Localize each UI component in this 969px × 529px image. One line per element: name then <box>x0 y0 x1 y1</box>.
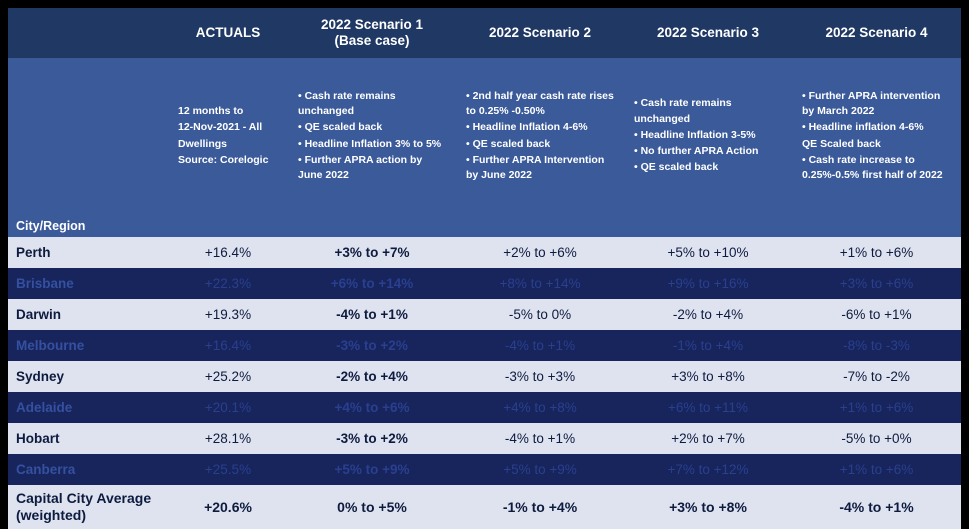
row-city-name: Canberra <box>8 454 168 485</box>
row-city-name: Melbourne <box>8 330 168 361</box>
description-scenario-2-item: • QE scaled back <box>466 137 551 150</box>
table-row <box>8 454 961 485</box>
row-actuals: +16.4% <box>168 237 288 268</box>
total-scenario-4: -4% to +1% <box>792 485 961 529</box>
description-actuals-line-2: 12-Nov-2021 - All <box>178 121 263 134</box>
row-group-label-row <box>8 215 961 237</box>
row-actuals: +25.5% <box>168 454 288 485</box>
row-scenario-4: -7% to -2% <box>792 361 961 392</box>
description-scenario-2-item: • Headline Inflation 4-6% <box>466 121 588 134</box>
row-scenario-2: -4% to +1% <box>456 423 624 454</box>
description-scenario-4-item: • Further APRA intervention by March 2022 <box>802 89 941 118</box>
description-scenario-3-item: • Cash rate remains unchanged <box>634 97 732 125</box>
description-scenario-3-item: • QE scaled back <box>634 161 719 174</box>
row-city-name: Adelaide <box>8 392 168 423</box>
description-actuals-line-3: Dwellings <box>178 137 228 150</box>
table-row <box>8 423 961 454</box>
row-scenario-2: -3% to +3% <box>456 361 624 392</box>
row-group-label-spacer <box>624 215 792 237</box>
row-group-label: City/Region <box>8 215 168 237</box>
table-description-row <box>8 58 961 215</box>
description-actuals-line-4: Source: Corelogic <box>178 153 269 166</box>
row-group-label-spacer <box>288 215 456 237</box>
row-actuals: +22.3% <box>168 268 288 299</box>
row-scenario-4: -5% to +0% <box>792 423 961 454</box>
row-scenario-4: -8% to -3% <box>792 330 961 361</box>
row-scenario-3: +9% to +16% <box>624 268 792 299</box>
scenario-table-card <box>8 8 961 523</box>
row-scenario-3: +3% to +8% <box>624 361 792 392</box>
row-city-name: Brisbane <box>8 268 168 299</box>
description-scenario-1-item: • Further APRA action by June 2022 <box>298 153 423 181</box>
row-scenario-1: -3% to +2% <box>288 330 456 361</box>
header-scenario-1-title: 2022 Scenario 1 <box>320 16 424 32</box>
row-scenario-1: -3% to +2% <box>288 423 456 454</box>
row-scenario-3: +5% to +10% <box>624 237 792 268</box>
table-row <box>8 361 961 392</box>
row-actuals: +25.2% <box>168 361 288 392</box>
total-row-label-line-1: Capital City Average <box>16 490 152 507</box>
description-scenario-4 <box>792 58 961 215</box>
total-actuals: +20.6% <box>168 485 288 529</box>
description-scenario-4-item: • Cash rate increase to 0.25%-0.5% first half of 2022 <box>802 153 943 181</box>
row-actuals: +19.3% <box>168 299 288 330</box>
header-actuals: ACTUALS <box>168 8 288 58</box>
header-scenario-2: 2022 Scenario 2 <box>456 8 624 58</box>
housing-scenario-table <box>8 8 961 529</box>
row-scenario-1: -2% to +4% <box>288 361 456 392</box>
description-scenario-4-item: • Headline inflation 4-6% <box>802 121 924 134</box>
description-scenario-3-item: • No further APRA Action <box>634 145 759 158</box>
total-scenario-1: 0% to +5% <box>288 485 456 529</box>
row-scenario-2: +2% to +6% <box>456 237 624 268</box>
row-scenario-3: -2% to +4% <box>624 299 792 330</box>
row-scenario-2: -5% to 0% <box>456 299 624 330</box>
table-header-row <box>8 8 961 58</box>
row-actuals: +16.4% <box>168 330 288 361</box>
header-scenario-3: 2022 Scenario 3 <box>624 8 792 58</box>
description-actuals-line-1: 12 months to <box>178 105 244 118</box>
description-scenario-2-item: • Further APRA Intervention by June 2022 <box>466 153 605 181</box>
description-scenario-3 <box>624 58 792 215</box>
total-row-label <box>8 485 168 529</box>
row-scenario-2: +5% to +9% <box>456 454 624 485</box>
row-scenario-4: +1% to +6% <box>792 237 961 268</box>
row-group-label-spacer <box>456 215 624 237</box>
header-scenario-1-subtitle: (Base case) <box>334 33 410 48</box>
row-scenario-1: -4% to +1% <box>288 299 456 330</box>
table-row <box>8 237 961 268</box>
row-scenario-2: -4% to +1% <box>456 330 624 361</box>
row-scenario-4: -6% to +1% <box>792 299 961 330</box>
row-scenario-3: -1% to +4% <box>624 330 792 361</box>
row-scenario-1: +3% to +7% <box>288 237 456 268</box>
description-corner-cell <box>8 58 168 215</box>
table-row <box>8 392 961 423</box>
row-scenario-4: +3% to +6% <box>792 268 961 299</box>
row-city-name: Darwin <box>8 299 168 330</box>
description-scenario-2-item: • 2nd half year cash rate rises to 0.25% -0.50% <box>466 89 614 118</box>
row-scenario-2: +4% to +8% <box>456 392 624 423</box>
table-row <box>8 330 961 361</box>
row-group-label-spacer <box>792 215 961 237</box>
row-actuals: +20.1% <box>168 392 288 423</box>
header-scenario-1 <box>288 8 456 58</box>
description-scenario-1-item: • QE scaled back <box>298 121 383 134</box>
table-row <box>8 299 961 330</box>
total-scenario-3: +3% to +8% <box>624 485 792 529</box>
row-scenario-3: +2% to +7% <box>624 423 792 454</box>
row-city-name: Hobart <box>8 423 168 454</box>
row-scenario-3: +7% to +12% <box>624 454 792 485</box>
header-corner-cell <box>8 8 168 58</box>
row-scenario-1: +4% to +6% <box>288 392 456 423</box>
description-actuals <box>168 58 288 215</box>
row-scenario-2: +8% to +14% <box>456 268 624 299</box>
description-scenario-1 <box>288 58 456 215</box>
description-scenario-4-item: QE Scaled back <box>802 137 881 150</box>
row-city-name: Perth <box>8 237 168 268</box>
total-scenario-2: -1% to +4% <box>456 485 624 529</box>
description-scenario-3-item: • Headline Inflation 3-5% <box>634 128 756 141</box>
row-scenario-1: +5% to +9% <box>288 454 456 485</box>
row-scenario-4: +1% to +6% <box>792 392 961 423</box>
description-scenario-1-item: • Cash rate remains unchanged <box>298 89 396 118</box>
row-scenario-3: +6% to +11% <box>624 392 792 423</box>
header-scenario-4: 2022 Scenario 4 <box>792 8 961 58</box>
total-row-label-line-2: (weighted) <box>16 507 86 523</box>
row-scenario-4: +1% to +6% <box>792 454 961 485</box>
row-scenario-1: +6% to +14% <box>288 268 456 299</box>
description-scenario-1-item: • Headline Inflation 3% to 5% <box>298 137 442 150</box>
table-row <box>8 268 961 299</box>
row-actuals: +28.1% <box>168 423 288 454</box>
row-group-label-spacer <box>168 215 288 237</box>
row-city-name: Sydney <box>8 361 168 392</box>
description-scenario-2 <box>456 58 624 215</box>
table-total-row <box>8 485 961 529</box>
